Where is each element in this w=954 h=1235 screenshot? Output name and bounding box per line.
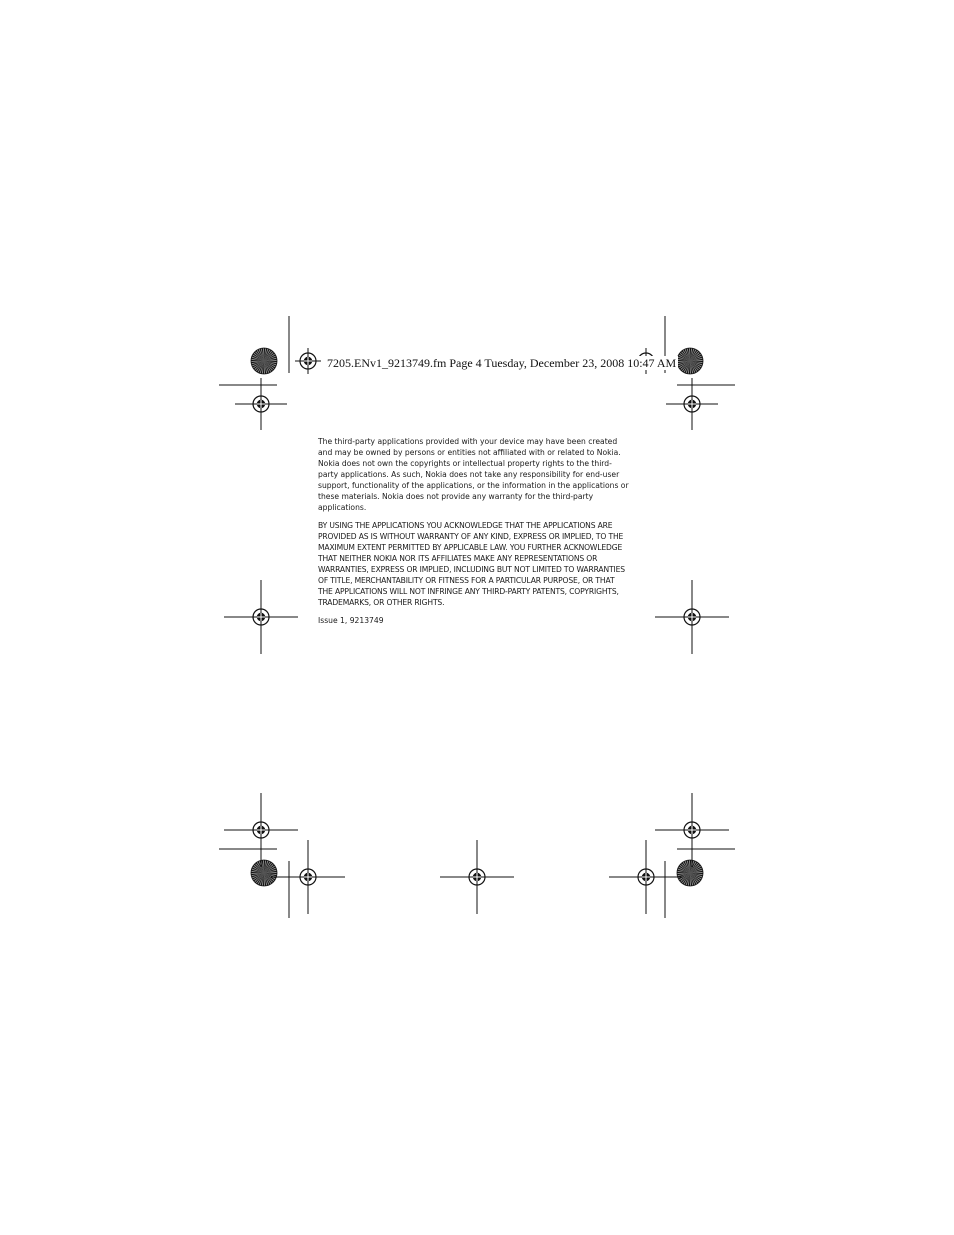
registration-mark-lower-right	[655, 793, 729, 867]
registration-mark-top-left	[295, 348, 321, 374]
star-target-top-left	[251, 348, 277, 374]
star-target-bottom-left	[251, 860, 277, 886]
registration-mark-bottom-center	[440, 840, 514, 914]
disclaimer-paragraph: BY USING THE APPLICATIONS YOU ACKNOWLEDGE THAT THE APPLICATIONS ARE PROVIDED AS IS WITHOUT WARRANTY OF ANY KIND, EXPRESS OR IMPLIED, TO THE MAXIMUM EXTENT PERMITTED BY APPLICABLE LAW. YOU FURTHER ACKNOWLEDGE THAT NEITHER NOKIA NOR ITS AFFILIATES MAKE ANY REPRESENTATIONS OR WARRANTIES, EXPRESS OR IMPLIED, INCLUDING BUT NOT LIMITED TO WARRANTIES OF TITLE, MERCHANTABILITY OR FITNESS FOR A PARTICULAR PURPOSE, OR THAT THE APPLICATIONS WILL NOT INFRINGE ANY THIRD-PARTY PATENTS, COPYRIGHTS, TRADEMARKS, OR OTHER RIGHTS.	[318, 521, 625, 607]
registration-mark-upper-right	[666, 378, 718, 430]
registration-mark-middle-left	[224, 580, 298, 654]
third-party-paragraph: The third-party applications provided with your device may have been created and may be owned by persons or entities not affiliated with or related to Nokia. Nokia does not own the copyrights or intellectual property rights to the third-party applications. As such, Nokia does not take any responsibility for end-user support, functionality of the applications, or the information in the applications or these materials. Nokia does not provide any warranty for the third-party applications.	[318, 437, 629, 512]
star-target-top-right	[677, 348, 703, 374]
document-body	[318, 436, 630, 633]
registration-mark-bottom-left	[271, 840, 345, 914]
issue-number: Issue 1, 9213749	[318, 616, 384, 625]
print-slug-line: 7205.ENv1_9213749.fm Page 4 Tuesday, December 23, 2008 10:47 AM	[327, 356, 677, 370]
registration-mark-lower-left	[224, 793, 298, 867]
star-target-bottom-right	[677, 860, 703, 886]
registration-mark-bottom-right	[609, 840, 683, 914]
registration-mark-upper-left	[235, 378, 287, 430]
registration-mark-middle-right	[655, 580, 729, 654]
